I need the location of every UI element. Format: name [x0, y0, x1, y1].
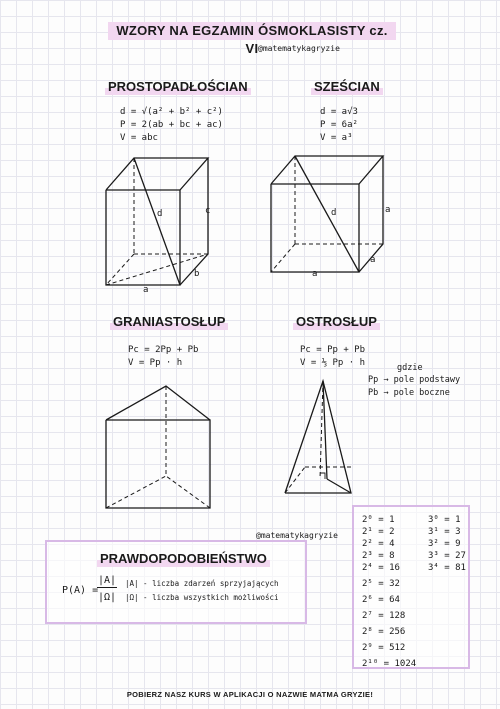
power-of-two: 2² = 4: [362, 539, 395, 549]
power-of-two: 2³ = 8: [362, 551, 395, 561]
prism-volume-formula: V = Pp · h: [128, 358, 183, 368]
power-of-three: 3² = 9: [428, 539, 461, 549]
cuboid-base-diagonal: [106, 254, 208, 285]
probability-desc-all: |Ω| - liczba wszystkich możliwości: [125, 593, 279, 602]
prism-front-face: [106, 420, 210, 508]
powers-of-two-list: [362, 514, 416, 670]
legend-base-area: Pp → pole podstawy: [368, 375, 461, 385]
power-of-three: 3⁴ = 81: [428, 563, 466, 573]
page-title: WZORY NA EGZAMIN ÓSMOKLASISTY cz. VI: [108, 22, 396, 40]
cube-front-face: [271, 184, 359, 272]
cuboid-volume-formula: V = abc: [120, 133, 158, 143]
cube-volume-formula: V = a³: [320, 133, 353, 143]
cuboid-formulas: [120, 106, 223, 145]
cuboid-diagram: [100, 150, 220, 295]
power-of-two: 2¹⁰ = 1024: [362, 659, 417, 669]
pyramid-height-line: [320, 381, 323, 479]
cuboid-label-a: a: [143, 285, 149, 295]
probability-desc-favourable: |A| - liczba zdarzeń sprzyjających: [125, 579, 279, 588]
power-of-two: 2⁶ = 64: [362, 595, 400, 605]
cuboid-label-d: d: [157, 209, 163, 219]
probability-denominator: |Ω|: [97, 592, 117, 603]
pyramid-volume-formula: V = ⅓ Pp · h: [300, 358, 366, 368]
pyramid-right-angle: [320, 473, 325, 479]
legend-lateral-area: Pb → pole boczne: [368, 388, 450, 398]
cuboid-right-edges: [180, 158, 211, 285]
pyramid-formulas: [300, 344, 365, 370]
cube-label-a-depth: a: [370, 255, 376, 265]
power-of-three: 3³ = 27: [428, 551, 466, 561]
cuboid-diagonal-formula: d = √(a² + b² + c²): [120, 107, 223, 117]
cube-label-d: d: [331, 208, 337, 218]
cube-area-formula: P = 6a²: [320, 120, 358, 130]
prism-hidden-base-right: [166, 476, 210, 508]
power-of-two: 2⁴ = 16: [362, 563, 400, 573]
cube-label-a-bottom: a: [312, 269, 318, 279]
probability-numerator: |A|: [97, 575, 117, 586]
cube-heading: SZEŚCIAN: [311, 79, 383, 95]
power-of-two: 2⁵ = 32: [362, 579, 400, 589]
prism-hidden-base-left: [106, 476, 166, 508]
cube-top-face: [271, 156, 383, 184]
probability-lhs: P(A) =: [62, 585, 99, 596]
pyramid-hidden-left: [285, 467, 305, 493]
powers-of-three-list: [428, 514, 466, 574]
cube-space-diagonal: [295, 156, 359, 272]
cuboid-space-diagonal: [134, 158, 180, 285]
power-of-two: 2⁰ = 1: [362, 515, 395, 525]
cuboid-front-face: [106, 190, 180, 285]
author-handle-2: @matematykagryzie: [256, 531, 338, 540]
power-of-two: 2⁷ = 128: [362, 611, 406, 621]
power-of-two: 2⁸ = 256: [362, 627, 406, 637]
prism-formulas: [128, 344, 198, 370]
prism-area-formula: Pc = 2Pp + Pb: [128, 345, 199, 355]
prism-diagram: [100, 380, 235, 515]
legend-where: gdzie: [397, 363, 423, 373]
power-of-two: 2⁹ = 512: [362, 643, 406, 653]
pyramid-visible-edges: [285, 381, 351, 493]
prism-top-triangle: [106, 386, 210, 420]
cuboid-label-c: c: [205, 206, 211, 216]
cuboid-heading: PROSTOPADŁOŚCIAN: [105, 79, 251, 95]
footer-cta: POBIERZ NASZ KURS W APLIKACJI O NAZWIE MATMA GRYZIE!: [126, 690, 374, 699]
pyramid-heading: OSTROSŁUP: [293, 314, 380, 330]
power-of-three: 3⁰ = 1: [428, 515, 461, 525]
probability-heading: PRAWDOPODOBIEŃSTWO: [97, 551, 270, 567]
cube-hidden-left: [271, 244, 295, 272]
pyramid-area-formula: Pc = Pp + Pb: [300, 345, 366, 355]
author-handle: @matematykagryzie: [258, 44, 340, 53]
cube-diagonal-formula: d = a√3: [320, 107, 358, 117]
cuboid-area-formula: P = 2(ab + bc + ac): [120, 120, 223, 130]
power-of-two: 2¹ = 2: [362, 527, 395, 537]
prism-heading: GRANIASTOSŁUP: [110, 314, 228, 330]
cube-label-a-right: a: [385, 205, 391, 215]
cube-formulas: [320, 106, 358, 145]
power-of-three: 3¹ = 3: [428, 527, 461, 537]
cuboid-top-face: [106, 158, 208, 190]
pyramid-diagram: [275, 375, 365, 500]
cuboid-label-b: b: [194, 269, 200, 279]
